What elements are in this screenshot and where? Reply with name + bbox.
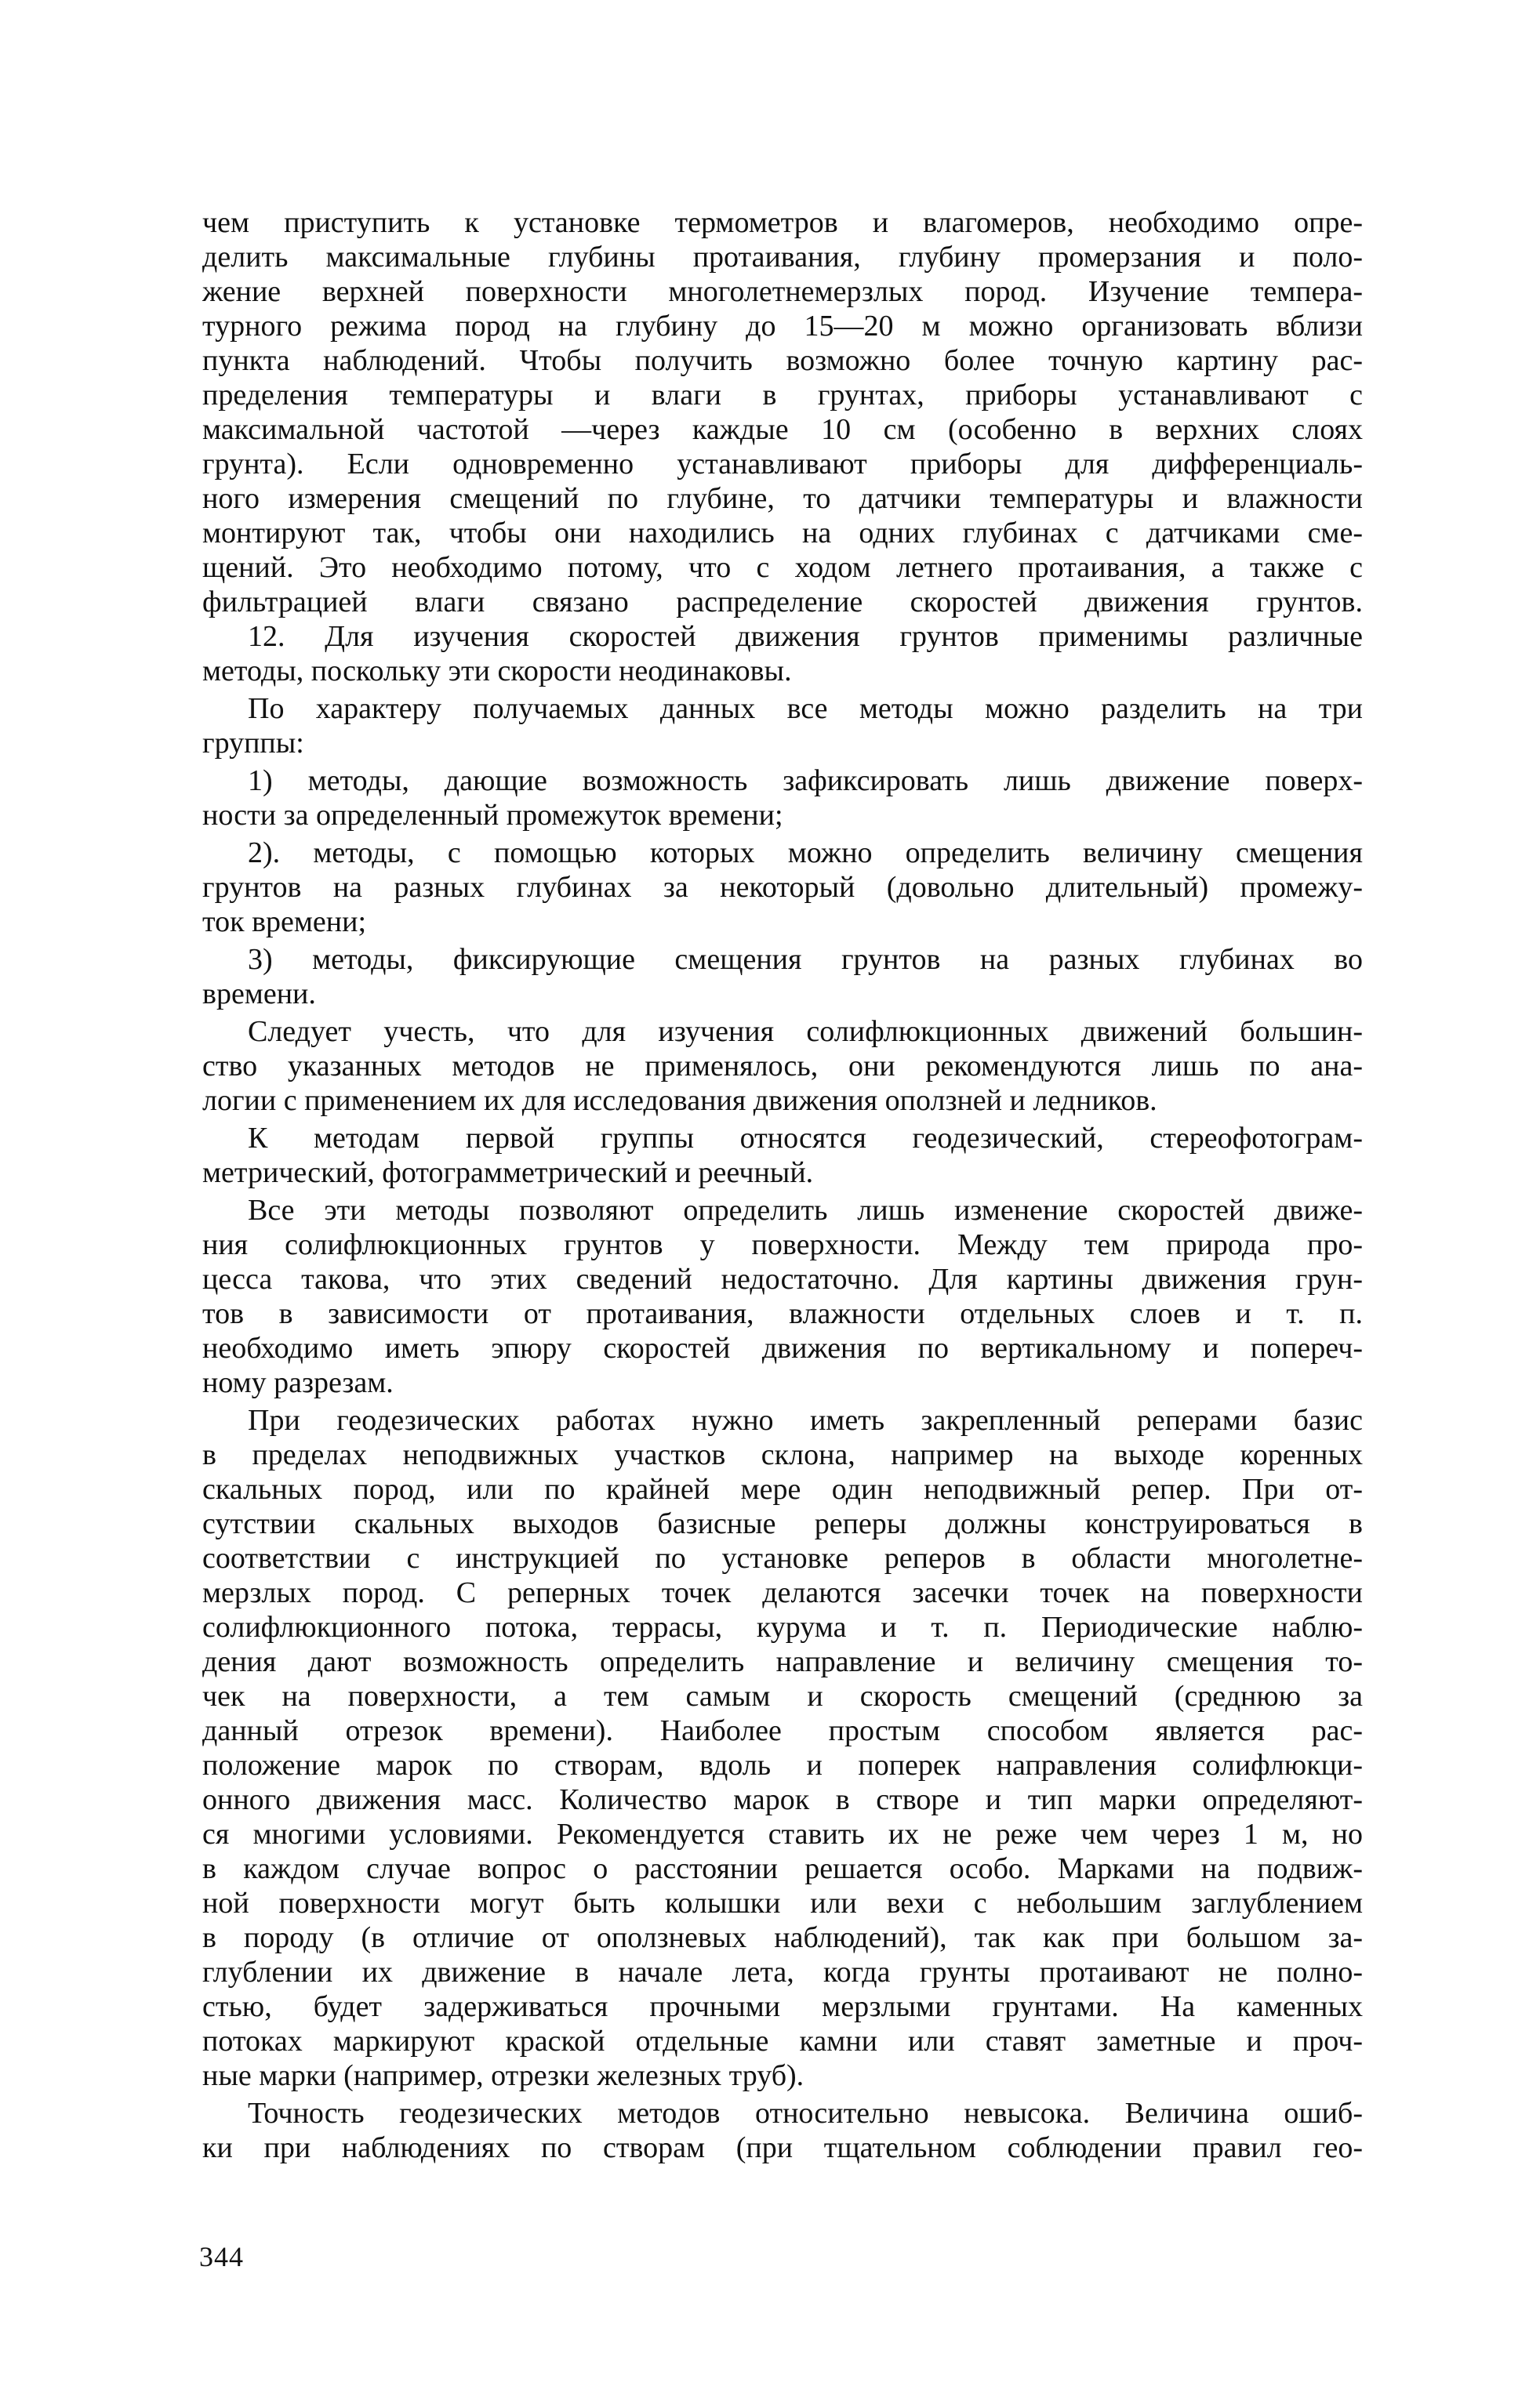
text-line: в породу (в отличие от оползневых наблюдений), так как при большом за- xyxy=(202,1921,1363,1954)
text-line: стью, будет задерживаться прочными мерзлыми грунтами. На каменных xyxy=(202,1990,1363,2023)
text-line: монтируют так, чтобы они находились на одних глубинах с датчиками сме- xyxy=(202,517,1363,549)
text-line: ности за определенный промежуток времени; xyxy=(202,799,783,832)
text-line: необходимо иметь эпюру скоростей движения по вертикальному и попереч- xyxy=(202,1332,1363,1365)
text-line: По характеру получаемых данных все методы можно разделить на три xyxy=(248,692,1363,725)
text-line: К методам первой группы относятся геодезический, стереофотограм- xyxy=(248,1122,1363,1155)
text-line: 12. Для изучения скоростей движения грунтов применимы различные xyxy=(248,620,1363,653)
body-text xyxy=(202,205,1363,2165)
text-line: делить максимальные глубины протаивания, глубину промерзания и поло- xyxy=(202,241,1363,274)
text-line: ток времени; xyxy=(202,905,367,938)
text-line: фильтрацией влаги связано распределение скоростей движения грунтов. xyxy=(202,586,1363,618)
text-line: в пределах неподвижных участков склона, например на выходе коренных xyxy=(202,1438,1363,1471)
text-line: в каждом случае вопрос о расстоянии решается особо. Марками на подвиж- xyxy=(202,1852,1363,1885)
text-line: ство указанных методов не применялось, они рекомендуются лишь по ана- xyxy=(202,1050,1363,1083)
text-line: мерзлых пород. С реперных точек делаются засечки точек на поверхности xyxy=(202,1576,1363,1609)
text-line: ному разрезам. xyxy=(202,1366,394,1399)
text-line: жение верхней поверхности многолетнемерзлых пород. Изучение темпера- xyxy=(202,275,1363,308)
text-line: Все эти методы позволяют определить лишь изменение скоростей движе- xyxy=(248,1194,1363,1227)
text-line: щений. Это необходимо потому, что с ходом летнего протаивания, а также с xyxy=(202,551,1363,584)
text-line: данный отрезок времени). Наиболее простым способом является рас- xyxy=(202,1714,1363,1747)
text-line: цесса такова, что этих сведений недостаточно. Для картины движения грун- xyxy=(202,1263,1363,1296)
page-number: 344 xyxy=(199,2241,244,2272)
text-line: метрический, фотограмметрический и реечный. xyxy=(202,1156,814,1189)
text-line: глублении их движение в начале лета, когда грунты протаивают не полно- xyxy=(202,1956,1363,1989)
text-line: 2). методы, с помощью которых можно определить величину смещения xyxy=(248,836,1363,869)
text-line: 1) методы, дающие возможность зафиксировать лишь движение поверх- xyxy=(248,764,1363,797)
text-line: группы: xyxy=(202,727,304,760)
text-line: грунтов на разных глубинах за некоторый (довольно длительный) промежу- xyxy=(202,871,1363,904)
text-line: грунта). Если одновременно устанавливают приборы для дифференциаль- xyxy=(202,448,1363,481)
text-line: логии с применением их для исследования движения оползней и ледников. xyxy=(202,1084,1157,1117)
text-line: солифлюкционного потока, террасы, курума и т. п. Периодические наблю- xyxy=(202,1611,1363,1644)
text-line: максимальной частотой —через каждые 10 см (особенно в верхних слоях xyxy=(202,413,1363,446)
text-line: 3) методы, фиксирующие смещения грунтов на разных глубинах во xyxy=(248,943,1363,976)
text-line: положение марок по створам, вдоль и поперек направления солифлюкци- xyxy=(202,1749,1363,1782)
text-line: методы, поскольку эти скорости неодинаковы. xyxy=(202,655,792,687)
text-line: турного режима пород на глубину до 15—20 м можно организовать вблизи xyxy=(202,310,1363,343)
text-line: ния солифлюкционных грунтов у поверхности. Между тем природа про- xyxy=(202,1228,1363,1261)
text-line: тов в зависимости от протаивания, влажности отдельных слоев и т. п. xyxy=(202,1297,1363,1330)
text-line: скальных пород, или по крайней мере один неподвижный репер. При от- xyxy=(202,1473,1363,1506)
text-line: сутствии скальных выходов базисные реперы должны конструироваться в xyxy=(202,1507,1363,1540)
text-line: времени. xyxy=(202,977,316,1010)
text-line: онного движения масс. Количество марок в створе и тип марки определяют- xyxy=(202,1783,1363,1816)
text-line: пределения температуры и влаги в грунтах, приборы устанавливают с xyxy=(202,379,1363,412)
text-line: ной поверхности могут быть колышки или вехи с небольшим заглублением xyxy=(202,1887,1363,1920)
text-line: Точность геодезических методов относительно невысока. Величина ошиб- xyxy=(248,2097,1363,2130)
text-line: пункта наблюдений. Чтобы получить возможно более точную картину рас- xyxy=(202,344,1363,377)
text-line: При геодезических работах нужно иметь закрепленный реперами базис xyxy=(248,1404,1363,1437)
text-line: ные марки (например, отрезки железных труб). xyxy=(202,2059,804,2092)
text-line: чек на поверхности, а тем самым и скорость смещений (среднюю за xyxy=(202,1680,1363,1713)
text-line: чем приступить к установке термометров и влагомеров, необходимо опре- xyxy=(202,206,1363,239)
text-line: ки при наблюдениях по створам (при тщательном соблюдении правил гео- xyxy=(202,2131,1363,2164)
text-line: ного измерения смещений по глубине, то датчики температуры и влажности xyxy=(202,482,1363,515)
text-line: ся многими условиями. Рекомендуется ставить их не реже чем через 1 м, но xyxy=(202,1818,1363,1851)
text-line: дения дают возможность определить направление и величину смещения то- xyxy=(202,1645,1363,1678)
text-line: соответствии с инструкцией по установке реперов в области многолетне- xyxy=(202,1542,1363,1575)
text-line: потоках маркируют краской отдельные камни или ставят заметные и проч- xyxy=(202,2025,1363,2058)
text-line: Следует учесть, что для изучения солифлюкционных движений большин- xyxy=(248,1015,1363,1048)
